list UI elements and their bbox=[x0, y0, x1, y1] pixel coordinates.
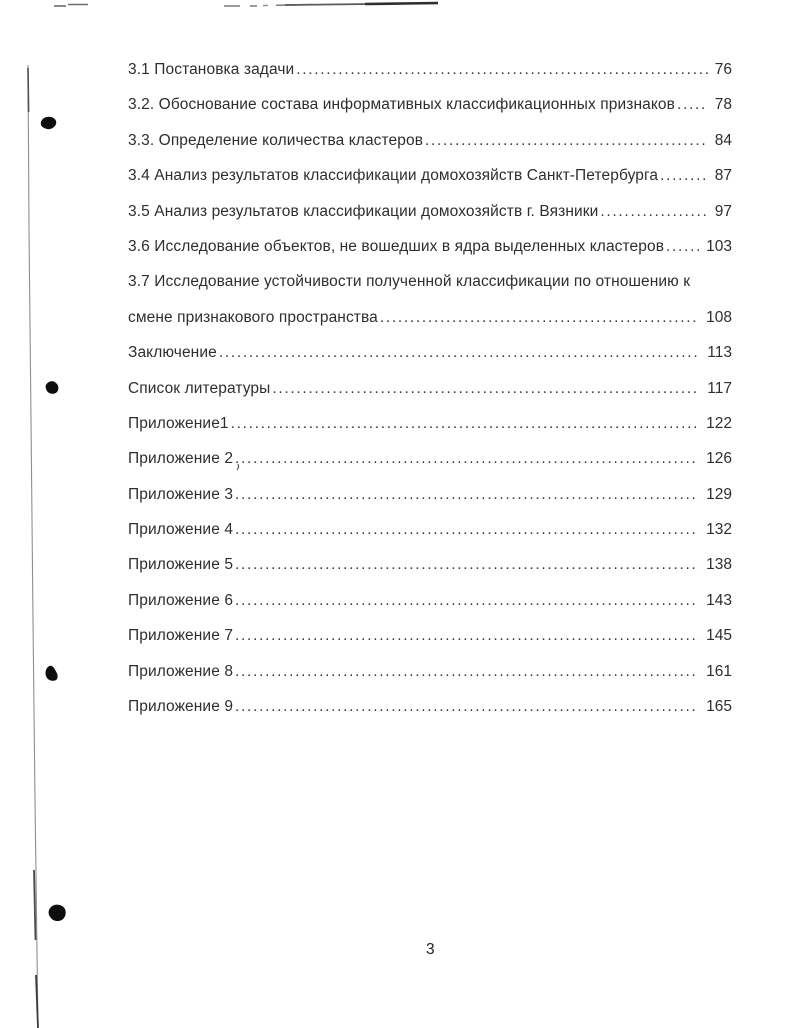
ink-blob-1 bbox=[41, 117, 56, 129]
toc-entry-page-number: 84 bbox=[714, 131, 732, 149]
toc-entry bbox=[128, 231, 732, 266]
toc-entry-label: 3.4 Анализ результатов классификации домохозяйств Санкт-Петербурга bbox=[128, 167, 659, 185]
toc-entry bbox=[128, 408, 732, 443]
toc-entry-page-number: 78 bbox=[714, 96, 732, 114]
toc-entry-label: Приложение 4 bbox=[128, 521, 234, 539]
toc-entry-page-number: 145 bbox=[706, 627, 732, 645]
toc-entry bbox=[128, 54, 732, 89]
toc-leader-dots bbox=[380, 309, 699, 327]
toc-leader-dots bbox=[296, 61, 707, 79]
toc-leader-dots bbox=[235, 450, 699, 468]
toc-entry bbox=[128, 125, 732, 160]
toc-leader-dots bbox=[235, 556, 699, 574]
toc-entry bbox=[128, 337, 732, 372]
toc-leader-dots bbox=[219, 344, 700, 362]
toc-entry-label: Приложение 2 bbox=[128, 450, 234, 468]
toc-entry bbox=[128, 443, 732, 478]
toc-entry bbox=[128, 479, 732, 514]
toc-entry bbox=[128, 89, 732, 124]
toc-entry-label: Приложение 3 bbox=[128, 485, 234, 503]
toc-entry-label: Приложение 6 bbox=[128, 591, 234, 609]
toc-entry-page-number: 113 bbox=[707, 344, 732, 362]
toc-entry-page-number: 103 bbox=[706, 237, 732, 255]
toc-entry-page-number: 97 bbox=[714, 202, 732, 220]
toc-entry-label: Приложение 5 bbox=[128, 556, 234, 574]
ink-blob-2 bbox=[46, 381, 59, 394]
toc-entry bbox=[128, 585, 732, 620]
toc-entry bbox=[128, 302, 732, 337]
toc-entry-page-number: 117 bbox=[707, 379, 732, 397]
toc-leader-dots bbox=[235, 521, 699, 539]
toc-entry-page-number: 165 bbox=[706, 698, 732, 716]
toc-leader-dots bbox=[600, 203, 707, 221]
toc-entry bbox=[128, 266, 732, 301]
toc-leader-dots bbox=[235, 663, 699, 681]
ink-blob-3 bbox=[46, 666, 58, 681]
toc-entry-label: 3.5 Анализ результатов классификации домохозяйств г. Вязники bbox=[128, 202, 599, 220]
toc-entry-page-number: 129 bbox=[706, 485, 732, 503]
toc-leader-dots bbox=[231, 415, 699, 433]
toc-entry-label: Заключение bbox=[128, 344, 217, 362]
toc-leader-dots bbox=[425, 132, 708, 150]
toc-entry-label: 3.2. Обоснование состава информативных классификационных признаков bbox=[128, 96, 675, 114]
toc-leader-dots bbox=[666, 238, 699, 256]
toc-entry-label: Приложение 9 bbox=[128, 698, 234, 716]
toc-leader-dots bbox=[660, 167, 708, 185]
toc-entry-label: 3.1 Постановка задачи bbox=[128, 61, 295, 78]
toc-entry-label: 3.3. Определение количества кластеров bbox=[128, 131, 424, 149]
toc-entry bbox=[128, 373, 732, 408]
toc-entry-page-number: 126 bbox=[706, 450, 732, 468]
left-margin-scan-line bbox=[28, 65, 38, 1028]
toc-leader-dots bbox=[235, 486, 699, 504]
toc-entry-label: Приложение1 bbox=[128, 414, 229, 432]
toc-entry-page-number: 122 bbox=[706, 414, 732, 432]
toc-entry-label: Приложение 7 bbox=[128, 627, 234, 645]
toc-entry-page-number: 138 bbox=[706, 556, 732, 574]
page-number: 3 bbox=[426, 941, 435, 958]
toc-entry bbox=[128, 656, 732, 691]
toc-entry-page-number: 143 bbox=[706, 591, 732, 609]
toc-entry-page-number: 161 bbox=[706, 662, 732, 680]
toc-entry bbox=[128, 620, 732, 655]
ink-blob-4 bbox=[49, 905, 66, 921]
toc-entry bbox=[128, 196, 732, 231]
toc-entry-label: 3.6 Исследование объектов, не вошедших в ядра выделенных кластеров bbox=[128, 237, 665, 255]
toc-entry bbox=[128, 514, 732, 549]
toc-entry bbox=[128, 691, 732, 726]
toc-entry-label: Приложение 8 bbox=[128, 662, 234, 680]
toc-entry bbox=[128, 160, 732, 195]
toc-entry-page-number: 108 bbox=[706, 308, 732, 326]
toc-entry-label: смене признакового пространства bbox=[128, 308, 378, 326]
toc-entry-page-number: 132 bbox=[706, 521, 732, 539]
toc-leader-dots bbox=[235, 627, 699, 645]
toc-leader-dots bbox=[235, 698, 699, 716]
toc-entry-label: Список литературы bbox=[128, 379, 271, 397]
toc-leader-dots bbox=[677, 96, 708, 114]
toc-leader-dots bbox=[272, 380, 700, 398]
toc-entry bbox=[128, 549, 732, 584]
toc-entry-page-number: 76 bbox=[714, 61, 732, 78]
toc-entry-label: 3.7 Исследование устойчивости полученной классификации по отношению к bbox=[128, 273, 691, 291]
toc-leader-dots bbox=[235, 592, 699, 610]
top-edge-dash-marks bbox=[54, 3, 438, 6]
table-of-contents bbox=[128, 54, 732, 726]
toc-entry-page-number: 87 bbox=[714, 167, 732, 185]
